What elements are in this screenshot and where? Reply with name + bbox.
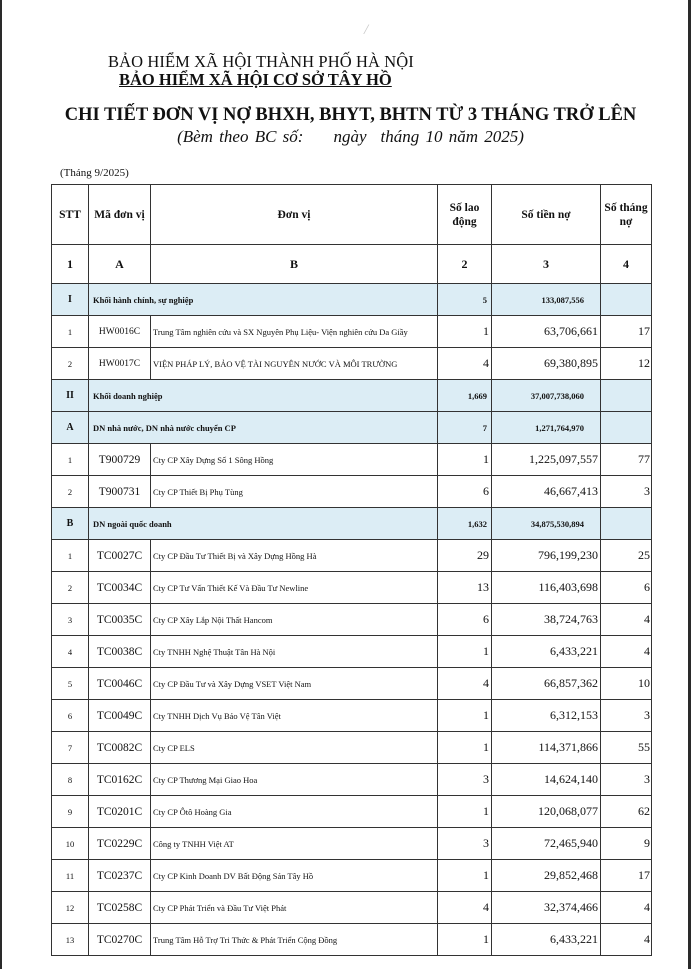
row-workers: 3: [438, 828, 492, 860]
section-amount: 34,875,530,894: [492, 508, 601, 540]
table-row: [52, 700, 652, 732]
row-months: 4: [601, 892, 652, 924]
subtitle-part1: (Bèm theo BC số:: [177, 127, 304, 146]
row-unit-code: TC0082C: [89, 732, 151, 764]
row-stt: 1: [52, 540, 89, 572]
row-unit-name: Cty CP Đầu Tư Thiết Bị và Xây Dựng Hồng Hà: [151, 540, 438, 572]
col-index-amount: 3: [492, 245, 601, 284]
table-row: [52, 636, 652, 668]
row-unit-name: Cty CP Phát Triển và Đầu Tư Việt Phát: [151, 892, 438, 924]
row-unit-code: TC0201C: [89, 796, 151, 828]
row-workers: 6: [438, 604, 492, 636]
row-unit-code: TC0038C: [89, 636, 151, 668]
row-stt: 3: [52, 604, 89, 636]
row-unit-name: Cty CP Tư Vấn Thiết Kế Và Đầu Tư Newline: [151, 572, 438, 604]
table-row: [52, 476, 652, 508]
section-workers: 5: [438, 284, 492, 316]
row-unit-code: TC0035C: [89, 604, 151, 636]
col-header-unit: Đơn vị: [151, 185, 438, 245]
row-months: 77: [601, 444, 652, 476]
row-unit-name: Cty TNHH Nghệ Thuật Tân Hà Nội: [151, 636, 438, 668]
row-unit-code: T900731: [89, 476, 151, 508]
row-workers: 1: [438, 924, 492, 956]
row-workers: 1: [438, 636, 492, 668]
section-name: Khối hành chính, sự nghiệp: [89, 284, 438, 316]
row-unit-code: HW0017C: [89, 348, 151, 380]
col-header-code: Mã đơn vị: [89, 185, 151, 245]
row-stt: 12: [52, 892, 89, 924]
row-amount: 38,724,763: [492, 604, 601, 636]
row-unit-code: TC0049C: [89, 700, 151, 732]
row-unit-name: Công ty TNHH Việt AT: [151, 828, 438, 860]
row-unit-name: Cty CP Đầu Tư và Xây Dựng VSET Việt Nam: [151, 668, 438, 700]
row-unit-code: TC0027C: [89, 540, 151, 572]
section-stt: B: [52, 508, 89, 540]
row-workers: 1: [438, 796, 492, 828]
row-amount: 116,403,698: [492, 572, 601, 604]
row-workers: 3: [438, 764, 492, 796]
section-workers: 7: [438, 412, 492, 444]
row-unit-name: Cty CP ELS: [151, 732, 438, 764]
row-amount: 63,706,661: [492, 316, 601, 348]
table-body: [52, 284, 652, 956]
row-months: 17: [601, 316, 652, 348]
row-unit-name: Cty CP Xây Dựng Số 1 Sông Hồng: [151, 444, 438, 476]
table-row: [52, 828, 652, 860]
section-stt: II: [52, 380, 89, 412]
col-index-months: 4: [601, 245, 652, 284]
row-workers: 4: [438, 892, 492, 924]
row-stt: 2: [52, 572, 89, 604]
col-header-stt: STT: [52, 185, 89, 245]
col-index-workers: 2: [438, 245, 492, 284]
table-row: [52, 604, 652, 636]
table-row: [52, 732, 652, 764]
section-name: Khối doanh nghiệp: [89, 380, 438, 412]
row-workers: 4: [438, 348, 492, 380]
row-stt: 13: [52, 924, 89, 956]
table-row: [52, 540, 652, 572]
row-stt: 8: [52, 764, 89, 796]
document-title: CHI TIẾT ĐƠN VỊ NỢ BHXH, BHYT, BHTN TỪ 3 THÁNG TRỞ LÊN: [64, 105, 637, 125]
row-amount: 6,312,153: [492, 700, 601, 732]
report-period: (Tháng 9/2025): [60, 167, 129, 179]
row-months: 4: [601, 604, 652, 636]
table-row: [52, 764, 652, 796]
row-stt: 6: [52, 700, 89, 732]
row-workers: 1: [438, 444, 492, 476]
section-months: [601, 380, 652, 412]
row-workers: 13: [438, 572, 492, 604]
section-months: [601, 412, 652, 444]
row-amount: 796,199,230: [492, 540, 601, 572]
row-amount: 72,465,940: [492, 828, 601, 860]
section-workers: 1,669: [438, 380, 492, 412]
col-index-stt: 1: [52, 245, 89, 284]
row-stt: 10: [52, 828, 89, 860]
row-unit-code: TC0162C: [89, 764, 151, 796]
row-months: 9: [601, 828, 652, 860]
row-stt: 1: [52, 316, 89, 348]
col-header-months: Số tháng nợ: [601, 185, 652, 245]
row-stt: 2: [52, 476, 89, 508]
org-unit: BẢO HIỂM XÃ HỘI CƠ SỞ TÂY HỒ: [119, 70, 392, 89]
row-months: 17: [601, 860, 652, 892]
row-months: 10: [601, 668, 652, 700]
row-months: 25: [601, 540, 652, 572]
row-unit-code: TC0237C: [89, 860, 151, 892]
table-row: [52, 572, 652, 604]
row-amount: 6,433,221: [492, 924, 601, 956]
subtitle-part3: tháng 10 năm 2025): [380, 127, 524, 146]
table-row: [52, 924, 652, 956]
row-unit-name: Cty CP Thương Mại Giao Hoa: [151, 764, 438, 796]
row-workers: 1: [438, 860, 492, 892]
section-row: [52, 508, 652, 540]
row-amount: 1,225,097,557: [492, 444, 601, 476]
row-unit-name: Cty CP Xây Lắp Nội Thất Hancom: [151, 604, 438, 636]
row-unit-name: Cty TNHH Dịch Vụ Bảo Vệ Tân Việt: [151, 700, 438, 732]
row-amount: 69,380,895: [492, 348, 601, 380]
row-amount: 46,667,413: [492, 476, 601, 508]
row-months: 55: [601, 732, 652, 764]
row-unit-code: HW0016C: [89, 316, 151, 348]
row-workers: 1: [438, 732, 492, 764]
row-stt: 2: [52, 348, 89, 380]
row-amount: 32,374,466: [492, 892, 601, 924]
row-unit-name: Trung Tâm nghiên cứu và SX Nguyên Phụ Liệu- Viện nghiên cứu Da Giầy: [151, 316, 438, 348]
section-amount: 37,007,738,060: [492, 380, 601, 412]
row-unit-name: Trung Tâm Hỗ Trợ Tri Thức & Phát Triển Cộng Đồng: [151, 924, 438, 956]
row-stt: 9: [52, 796, 89, 828]
row-amount: 120,068,077: [492, 796, 601, 828]
section-row: [52, 284, 652, 316]
section-months: [601, 508, 652, 540]
row-months: 4: [601, 924, 652, 956]
row-amount: 29,852,468: [492, 860, 601, 892]
row-months: 3: [601, 764, 652, 796]
table-row: [52, 860, 652, 892]
row-stt: 4: [52, 636, 89, 668]
row-amount: 114,371,866: [492, 732, 601, 764]
row-unit-code: TC0258C: [89, 892, 151, 924]
row-months: 3: [601, 476, 652, 508]
table-index-row: [52, 245, 652, 284]
row-unit-name: Cty CP Thiết Bị Phụ Tùng: [151, 476, 438, 508]
col-index-code: A: [89, 245, 151, 284]
table-row: [52, 316, 652, 348]
row-unit-name: VIỆN PHÁP LÝ, BẢO VỆ TÀI NGUYÊN NƯỚC VÀ MÔI TRƯỜNG: [151, 348, 438, 380]
row-workers: 1: [438, 316, 492, 348]
row-months: 62: [601, 796, 652, 828]
section-row: [52, 412, 652, 444]
debt-table: [51, 184, 652, 956]
section-name: DN ngoài quốc doanh: [89, 508, 438, 540]
row-workers: 4: [438, 668, 492, 700]
row-unit-code: T900729: [89, 444, 151, 476]
col-header-amount: Số tiền nợ: [492, 185, 601, 245]
row-months: 4: [601, 636, 652, 668]
row-workers: 6: [438, 476, 492, 508]
row-months: 6: [601, 572, 652, 604]
row-unit-code: TC0270C: [89, 924, 151, 956]
section-amount: 133,087,556: [492, 284, 601, 316]
row-amount: 14,624,140: [492, 764, 601, 796]
table-row: [52, 668, 652, 700]
table-row: [52, 444, 652, 476]
row-workers: 29: [438, 540, 492, 572]
org-parent: BẢO HIỂM XÃ HỘI THÀNH PHỐ HÀ NỘI: [108, 52, 414, 71]
row-stt: 1: [52, 444, 89, 476]
row-amount: 6,433,221: [492, 636, 601, 668]
table-row: [52, 892, 652, 924]
subtitle-part2: ngày: [333, 127, 367, 146]
table-row: [52, 348, 652, 380]
col-header-workers: Số lao động: [438, 185, 492, 245]
section-months: [601, 284, 652, 316]
section-stt: A: [52, 412, 89, 444]
section-stt: I: [52, 284, 89, 316]
row-stt: 5: [52, 668, 89, 700]
row-months: 12: [601, 348, 652, 380]
section-amount: 1,271,764,970: [492, 412, 601, 444]
row-unit-code: TC0034C: [89, 572, 151, 604]
row-stt: 7: [52, 732, 89, 764]
table-header-row: [52, 185, 652, 245]
row-unit-code: TC0229C: [89, 828, 151, 860]
table-row: [52, 796, 652, 828]
section-name: DN nhà nước, DN nhà nước chuyển CP: [89, 412, 438, 444]
row-amount: 66,857,362: [492, 668, 601, 700]
row-workers: 1: [438, 700, 492, 732]
row-unit-name: Cty CP Kinh Doanh DV Bất Động Sản Tây Hồ: [151, 860, 438, 892]
row-unit-code: TC0046C: [89, 668, 151, 700]
section-workers: 1,632: [438, 508, 492, 540]
row-months: 3: [601, 700, 652, 732]
slash-mark: /: [364, 22, 369, 38]
row-unit-name: Cty CP Ôtô Hoàng Gia: [151, 796, 438, 828]
col-index-unit: B: [151, 245, 438, 284]
document-subtitle: [0, 127, 691, 147]
section-row: [52, 380, 652, 412]
row-stt: 11: [52, 860, 89, 892]
